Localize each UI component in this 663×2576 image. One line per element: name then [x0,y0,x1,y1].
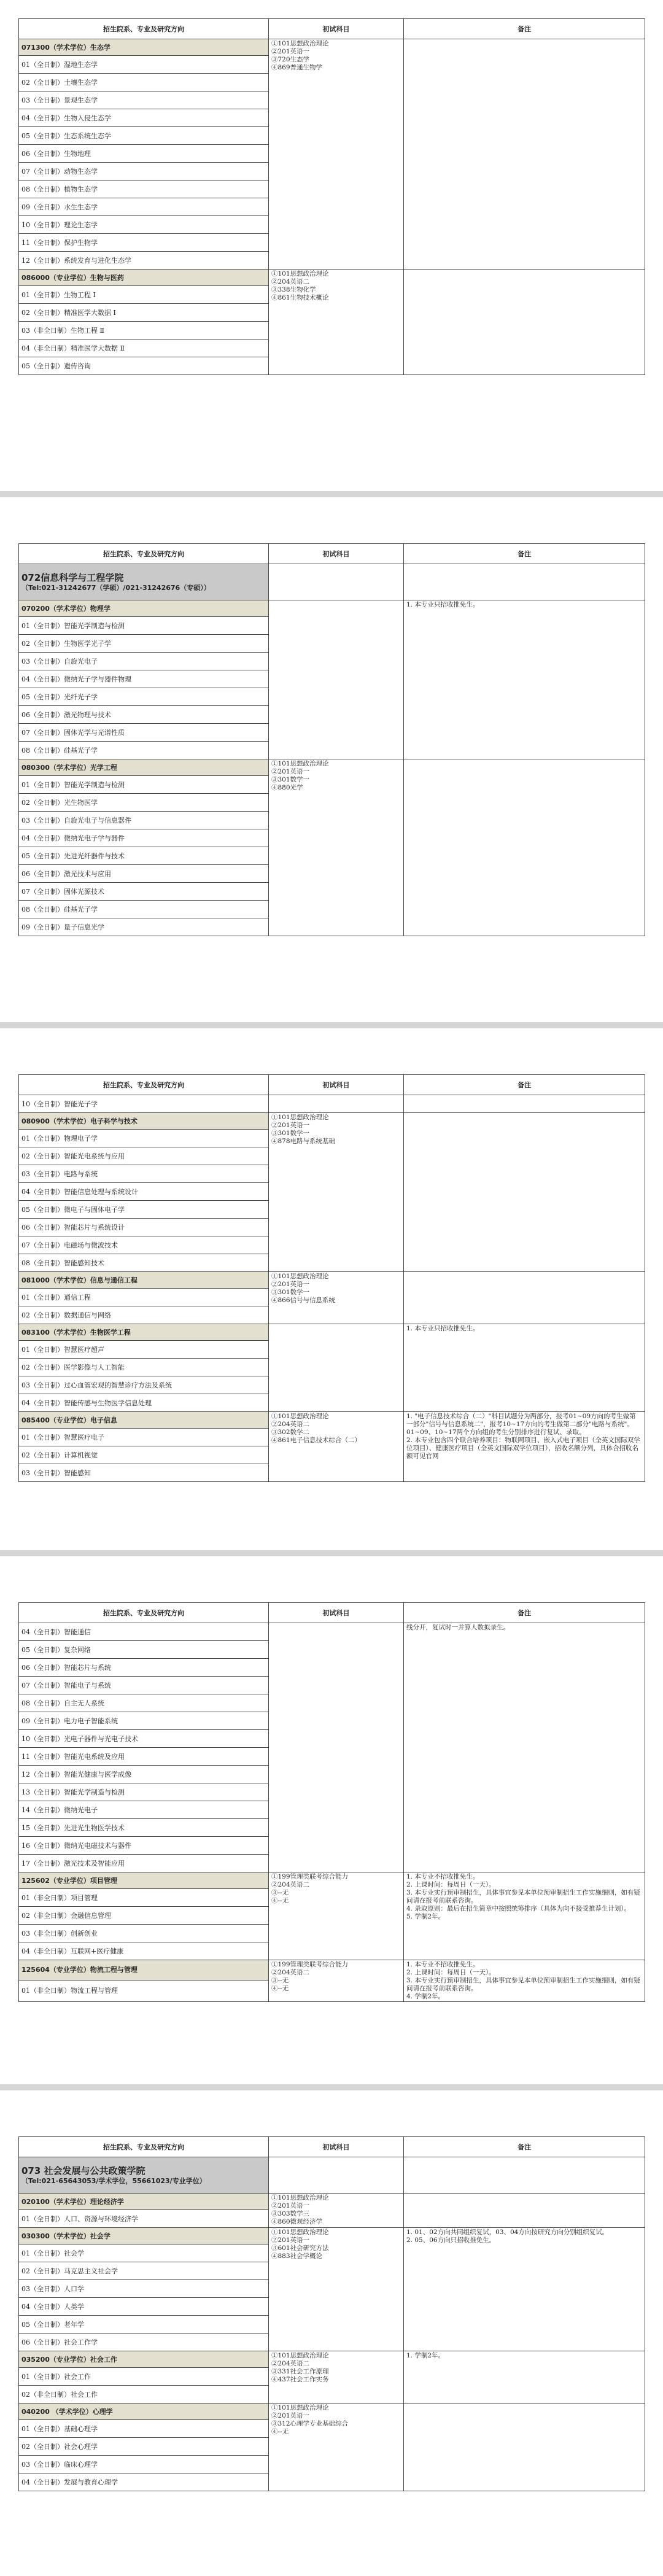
exam-subject: ②201英语一 [271,768,310,775]
research-direction: 03（全日制）自旋光电子与信息器件 [19,812,269,829]
note-cell [404,1272,645,1324]
exam-subject: ①101思想政治理论 [271,1114,329,1121]
exam-subjects-cell [269,1113,404,1272]
major-row [19,600,645,617]
major-row [19,270,645,286]
major-row [19,2351,645,2368]
research-direction: 11（全日制）保护生物学 [19,234,269,252]
research-direction: 06（全日制）智能芯片与系统设计 [19,1219,269,1236]
exam-subject: ③303数学三 [271,2210,310,2217]
exam-subject: ①199管理类联考综合能力 [271,1873,349,1880]
research-direction: 07（全日制）动物生态学 [19,163,269,180]
note-line: 5. 学制2年。 [406,1913,445,1920]
research-direction: 06（全日制）激光物理与技术 [19,706,269,724]
exam-subjects-cell [269,39,404,270]
research-direction: 05（全日制）老年学 [19,2316,269,2334]
exam-subject: ①101思想政治理论 [271,2229,329,2236]
exam-subject: ①101思想政治理论 [271,270,329,277]
major-row [19,1412,645,1429]
college-cell [19,2157,269,2194]
exam-subject: ④860微观经济学 [271,2218,323,2225]
research-direction: 16（全日制）微纳光电磁技术与器件 [19,1837,269,1855]
research-direction: 09（全日制）量子信息光学 [19,918,269,936]
exam-subject: ③720生态学 [271,56,310,63]
exam-subject: ④861生物技术概论 [271,294,329,301]
exam-subject: ③312心理学专业基础综合 [271,2420,349,2427]
exam-subjects-cell [269,2194,404,2228]
exam-subject: ④878电路与系统基础 [271,1138,336,1145]
major-row [19,1960,645,1980]
major-title: 080300（学术学位）光学工程 [19,759,269,776]
note-line: 1. 本专业不招收推免生。 [406,1873,479,1880]
note-cell [404,1113,645,1272]
page-separator [0,491,663,497]
document-page [18,543,645,936]
research-direction: 10（全日制）光电子器件与光电子技术 [19,1730,269,1748]
research-direction: 04（全日制）生物入侵生态学 [19,109,269,127]
exam-subject: ③--无 [271,1977,289,1984]
note-line: 1. 本专业不招收推免生。 [406,1961,479,1968]
major-row [19,1113,645,1130]
page-separator [0,1022,663,1028]
exam-subjects-cell [269,759,404,936]
exam-subject: ①101思想政治理论 [271,40,329,47]
research-direction: 02（全日制）智能光电系统与应用 [19,1147,269,1165]
note-line: 1. 本专业只招收推免生。 [406,601,479,608]
exam-subject: ④869普通生物学 [271,64,323,71]
note-line: 1. 01、02方向共同组织复试，03、04方向按研究方向分别组织复试。 [406,2229,609,2236]
exam-subject: ②204英语二 [271,1969,310,1976]
research-direction: 04（全日制）微纳光电子学与器件 [19,829,269,847]
research-direction: 05（全日制）光纤光子学 [19,688,269,706]
research-direction: 02（全日制）光生物医学 [19,794,269,812]
research-direction: 08（全日制）硅基光子学 [19,742,269,759]
research-direction: 03（全日制）人口学 [19,2280,269,2298]
exam-subject: ②204英语二 [271,2360,310,2367]
note-line: 2. 05、06方向只招收推免生。 [406,2237,496,2244]
research-direction: 03（全日制）临床心理学 [19,2456,269,2473]
major-row [19,1272,645,1289]
research-direction: 01（全日制）社会工作 [19,2368,269,2386]
exam-subject: ①101思想政治理论 [271,1413,329,1420]
major-row [19,39,645,56]
major-title: 040200 （学术学位）心理学 [19,2403,269,2420]
major-title: 081000（学术学位）信息与通信工程 [19,1272,269,1289]
header-direction: 招生院系、专业及研究方向 [19,1603,269,1623]
header-exam: 初试科目 [269,1075,404,1095]
research-direction: 10（全日制）理论生态学 [19,216,269,234]
research-direction: 04（非全日制）互联网+医疗健康 [19,1942,269,1960]
major-title: 086000（专业学位）生物与医药 [19,270,269,286]
major-row [19,2403,645,2420]
note-line: 2. 本专业包含四个联合培养项目：物联网项目、嵌入式电子项目（全英文国际双学位项目）、健康医疗项目（全英文国际双学位项目），招收名额分列，具体合招收名额可见官网 [406,1437,640,1460]
research-direction: 08（全日制）硅基光子学 [19,901,269,918]
research-direction: 02（全日制）计算机视觉 [19,1446,269,1464]
empty-cell [404,564,645,600]
note-cell [404,2228,645,2351]
exam-subject: ④861电子信息技术综合（二） [271,1437,362,1444]
research-direction: 01（全日制）湿地生态学 [19,56,269,74]
research-direction: 07（全日制）固体光学与光谱性质 [19,724,269,742]
major-title: 020100（学术学位）理论经济学 [19,2194,269,2210]
research-direction: 03（非全日制）创新创业 [19,1925,269,1942]
research-direction: 01（全日制）生物工程 Ⅰ [19,286,269,304]
research-direction: 03（全日制）景观生态学 [19,91,269,109]
note-cell [404,2194,645,2228]
admission-table [18,543,645,936]
exam-subject: ①101思想政治理论 [271,2194,329,2202]
major-row [19,759,645,776]
research-direction: 07（全日制）智能电子与系统 [19,1677,269,1694]
note-line: 3. 本专业实行预审制招生，具体事宜参见本单位预审制招生工作实施细则，如有疑问请在报考前联系咨询。 [406,1889,640,1904]
major-title: 125604（专业学位）物流工程与管理 [19,1960,269,1980]
research-direction: 06（全日制）激光技术与应用 [19,865,269,883]
exam-subject: ①101思想政治理论 [271,1273,329,1280]
exam-subject: ①101思想政治理论 [271,2352,329,2359]
research-direction: 04（全日制）智能信息处理与系统设计 [19,1183,269,1201]
empty-cell [269,2157,404,2194]
research-direction: 03（非全日制）生物工程 Ⅱ [19,322,269,339]
research-direction: 09（全日制）电力电子智能系统 [19,1712,269,1730]
exam-subject: ③302数学二 [271,1429,310,1436]
exam-subject: ②201英语一 [271,2412,310,2419]
research-direction: 07（全日制）电磁场与微波技术 [19,1236,269,1254]
major-title: 030300（学术学位）社会学 [19,2228,269,2244]
empty-cell [404,2157,645,2194]
header-direction: 招生院系、专业及研究方向 [19,2137,269,2157]
exam-subject: ③338生物化学 [271,286,316,293]
exam-subject: ②201英语一 [271,48,310,55]
note-line: 1. 本专业只招收推免生。 [406,1325,479,1332]
header-note: 备注 [404,544,645,564]
exam-subject: ③301数学一 [271,776,310,783]
header-row [19,19,645,39]
research-direction: 11（全日制）智能光电系统及应用 [19,1748,269,1766]
exam-subject: ①199管理类联考综合能力 [271,1961,349,1968]
note-cell [404,1960,645,2002]
exam-subject: ②201英语一 [271,1281,310,1288]
admission-table [18,1074,645,1482]
header-exam: 初试科目 [269,19,404,39]
page-separator [0,2084,663,2090]
header-note: 备注 [404,1075,645,1095]
research-direction: 08（全日制）植物生态学 [19,180,269,198]
college-row [19,2157,645,2194]
college-tel: （Tel:021-65643053/学术学位，55661023/专业学位） [21,2177,206,2185]
research-direction: 04（非全日制）精准医学大数据 Ⅱ [19,339,269,357]
major-row [19,1872,645,1889]
research-direction: 13（全日制）智能光学制造与检测 [19,1783,269,1801]
college-cell [19,564,269,600]
note-line: 3. 本专业实行预审制招生，具体事宜参见本单位预审制招生工作实施细则，如有疑问请在报考前联系咨询。 [406,1977,640,1992]
exam-subjects-cell [269,1872,404,1960]
research-direction: 06（全日制）生物地理 [19,145,269,163]
note-line: 4. 录取原则：最后在招生简章中按照统筹排序（具体为向不接受推荐生计划）。 [406,1905,631,1912]
header-note: 备注 [404,2137,645,2157]
research-direction: 02（全日制）数据通信与网络 [19,1306,269,1324]
exam-subject: ②204英语二 [271,278,310,285]
major-title: 125602（专业学位）项目管理 [19,1872,269,1889]
header-exam: 初试科目 [269,1603,404,1623]
admission-table [18,1602,645,2002]
exam-subjects-cell [269,1623,404,1872]
exam-subjects-cell [269,600,404,759]
note-cell [404,2403,645,2491]
header-row [19,544,645,564]
research-direction: 01（全日制）智慧医疗电子 [19,1429,269,1446]
exam-subjects-cell [269,1272,404,1324]
note-cell [404,1623,645,1872]
note-cell [404,759,645,936]
research-direction: 01（全日制）智能光学制造与检测 [19,776,269,794]
admission-table [18,2136,645,2491]
exam-subjects-cell [269,2351,404,2403]
header-row [19,2137,645,2157]
exam-subjects-cell [269,270,404,375]
exam-subject: ③601社会研究方法 [271,2244,329,2252]
research-direction: 01（全日制）物理电子学 [19,1130,269,1147]
exam-subject: ②201英语一 [271,2202,310,2209]
research-direction: 04（全日制）智能传感与生物医学信息处理 [19,1394,269,1412]
research-direction: 01（非全日制）项目管理 [19,1889,269,1907]
note-cell [404,39,645,270]
note-line: 2. 上课时间：每周日（一天）。 [406,1969,495,1976]
research-direction: 02（全日制）医学影像与人工智能 [19,1359,269,1376]
research-direction: 04（全日制）微纳光子学与器件物理 [19,670,269,688]
research-direction: 04（全日制）智能通信 [19,1623,269,1641]
research-direction: 09（全日制）水生生态学 [19,198,269,216]
header-row [19,1603,645,1623]
note-line: 线分开，复试时一并算人数拟录生。 [406,1624,510,1631]
note-cell [404,1412,645,1482]
note-cell [404,600,645,759]
note-cell [404,2351,645,2403]
note-line: 2. 上课时间：每周日（一天）。 [406,1881,495,1888]
research-direction: 03（全日制）电路与系统 [19,1165,269,1183]
note-line: 1. 学制2年。 [406,2352,445,2359]
exam-subjects-cell [269,1095,404,1113]
note-line: 4. 学制2年。 [406,1993,445,2000]
exam-subject: ①101思想政治理论 [271,760,329,767]
research-direction: 10（全日制）智能光子学 [19,1095,269,1113]
exam-subject: ②201英语一 [271,2237,310,2244]
research-direction: 17（全日制）激光技术及智能应用 [19,1855,269,1872]
direction-row [19,1095,645,1113]
research-direction: 08（全日制）自主无人系统 [19,1694,269,1712]
research-direction: 02（非全日制）金融信息管理 [19,1907,269,1925]
document-page [18,2136,645,2491]
research-direction: 04（全日制）发展与教育心理学 [19,2473,269,2491]
exam-subjects-cell [269,1324,404,1412]
research-direction: 05（全日制）先进光纤器件与技术 [19,847,269,865]
research-direction: 03（全日制）智能感知 [19,1464,269,1482]
major-title: 085400（专业学位）电子信息 [19,1412,269,1429]
research-direction: 04（全日制）人类学 [19,2298,269,2316]
admission-table [18,18,645,375]
research-direction: 03（全日制）过心血管宏观的智慧诊疗方法及系统 [19,1376,269,1394]
college-tel: （Tel:021-31242677（学硕）/021-31242676（专硕）） [21,584,211,592]
page-separator [0,1550,663,1556]
research-direction: 02（全日制）精准医学大数据 Ⅰ [19,304,269,322]
research-direction: 01（全日制）人口、资源与环境经济学 [19,2210,269,2228]
research-direction: 06（全日制）社会工作学 [19,2334,269,2351]
direction-row [19,1623,645,1641]
document-page [18,1074,645,1482]
college-name: 073 社会发展与公共政策学院 [21,2165,145,2176]
exam-subject: ①101思想政治理论 [271,2404,329,2411]
research-direction: 02（非全日制）社会工作 [19,2386,269,2403]
major-row [19,2228,645,2244]
major-row [19,2194,645,2210]
research-direction: 12（全日制）系统发育与进化生态学 [19,252,269,270]
header-direction: 招生院系、专业及研究方向 [19,1075,269,1095]
exam-subjects-cell [269,1412,404,1482]
research-direction: 03（全日制）自旋光电子 [19,653,269,670]
college-row [19,564,645,600]
exam-subject: ④866信号与信息系统 [271,1297,336,1304]
research-direction: 05（全日制）微电子与固体电子学 [19,1201,269,1219]
header-note: 备注 [404,19,645,39]
research-direction: 05（全日制）遗传咨询 [19,357,269,375]
note-cell [404,1324,645,1412]
research-direction: 02（全日制）土壤生态学 [19,74,269,91]
exam-subject: ④883社会学概论 [271,2252,323,2260]
exam-subject: ④--无 [271,1985,289,1992]
exam-subjects-cell [269,1960,404,2002]
research-direction: 12（全日制）智能光健康与医学成像 [19,1766,269,1783]
major-title: 070200（学术学位）物理学 [19,600,269,617]
research-direction: 07（全日制）固体光源技术 [19,883,269,901]
research-direction: 02（全日制）马克思主义社会学 [19,2262,269,2280]
exam-subject: ②204英语二 [271,1881,310,1888]
note-cell [404,1872,645,1960]
research-direction: 01（全日制）基础心理学 [19,2420,269,2438]
header-note: 备注 [404,1603,645,1623]
research-direction: 06（全日制）智能芯片与系统 [19,1659,269,1677]
college-name: 072信息科学与工程学院 [21,572,124,583]
header-direction: 招生院系、专业及研究方向 [19,19,269,39]
research-direction: 01（全日制）智能光学制造与检测 [19,617,269,635]
research-direction: 01（非全日制）物流工程与管理 [19,1980,269,2001]
exam-subject: ④880光学 [271,784,303,791]
exam-subject: ④--无 [271,2428,289,2435]
research-direction: 05（全日制）生态系统生态学 [19,127,269,145]
research-direction: 15（全日制）先进光生物医学技术 [19,1819,269,1837]
document-page [18,18,645,375]
exam-subject: ③301数学一 [271,1130,310,1137]
research-direction: 14（全日制）微纳光电子 [19,1801,269,1819]
research-direction: 02（全日制）社会心理学 [19,2438,269,2456]
header-exam: 初试科目 [269,2137,404,2157]
note-line: 1. "电子信息技术综合（二）"科目试题分为两部分，报考01~09方向的考生做第一部分"信号与信息系统二"，报考10~17方向的考生做第二部分"电路与系统"。01~09、10~17两个方向组的考生分别排序进行复试、录取。 [406,1413,636,1436]
research-direction: 08（全日制）智能感知技术 [19,1254,269,1272]
research-direction: 01（全日制）社会学 [19,2244,269,2262]
header-row [19,1075,645,1095]
exam-subject: ③301数学一 [271,1289,310,1296]
document-page [18,1602,645,2002]
header-exam: 初试科目 [269,544,404,564]
header-direction: 招生院系、专业及研究方向 [19,544,269,564]
empty-cell [269,564,404,600]
exam-subject: ③--无 [271,1889,289,1896]
research-direction: 01（全日制）通信工程 [19,1289,269,1306]
research-direction: 05（全日制）复杂网络 [19,1641,269,1659]
major-row [19,1324,645,1341]
note-cell [404,270,645,375]
major-title: 080900（学术学位）电子科学与技术 [19,1113,269,1130]
exam-subject: ②201英语一 [271,1122,310,1129]
exam-subjects-cell [269,2403,404,2491]
exam-subject: ③331社会工作原理 [271,2368,329,2375]
major-title: 083100（学术学位）生物医学工程 [19,1324,269,1341]
research-direction: 02（全日制）生物医学光子学 [19,635,269,653]
major-title: 035200（专业学位）社会工作 [19,2351,269,2368]
exam-subject: ④437社会工作实务 [271,2376,329,2383]
note-cell [404,1095,645,1113]
exam-subjects-cell [269,2228,404,2351]
exam-subject: ④--无 [271,1897,289,1904]
major-title: 071300（学术学位）生态学 [19,39,269,56]
research-direction: 01（全日制）智慧医疗超声 [19,1341,269,1359]
exam-subject: ②204英语二 [271,1421,310,1428]
